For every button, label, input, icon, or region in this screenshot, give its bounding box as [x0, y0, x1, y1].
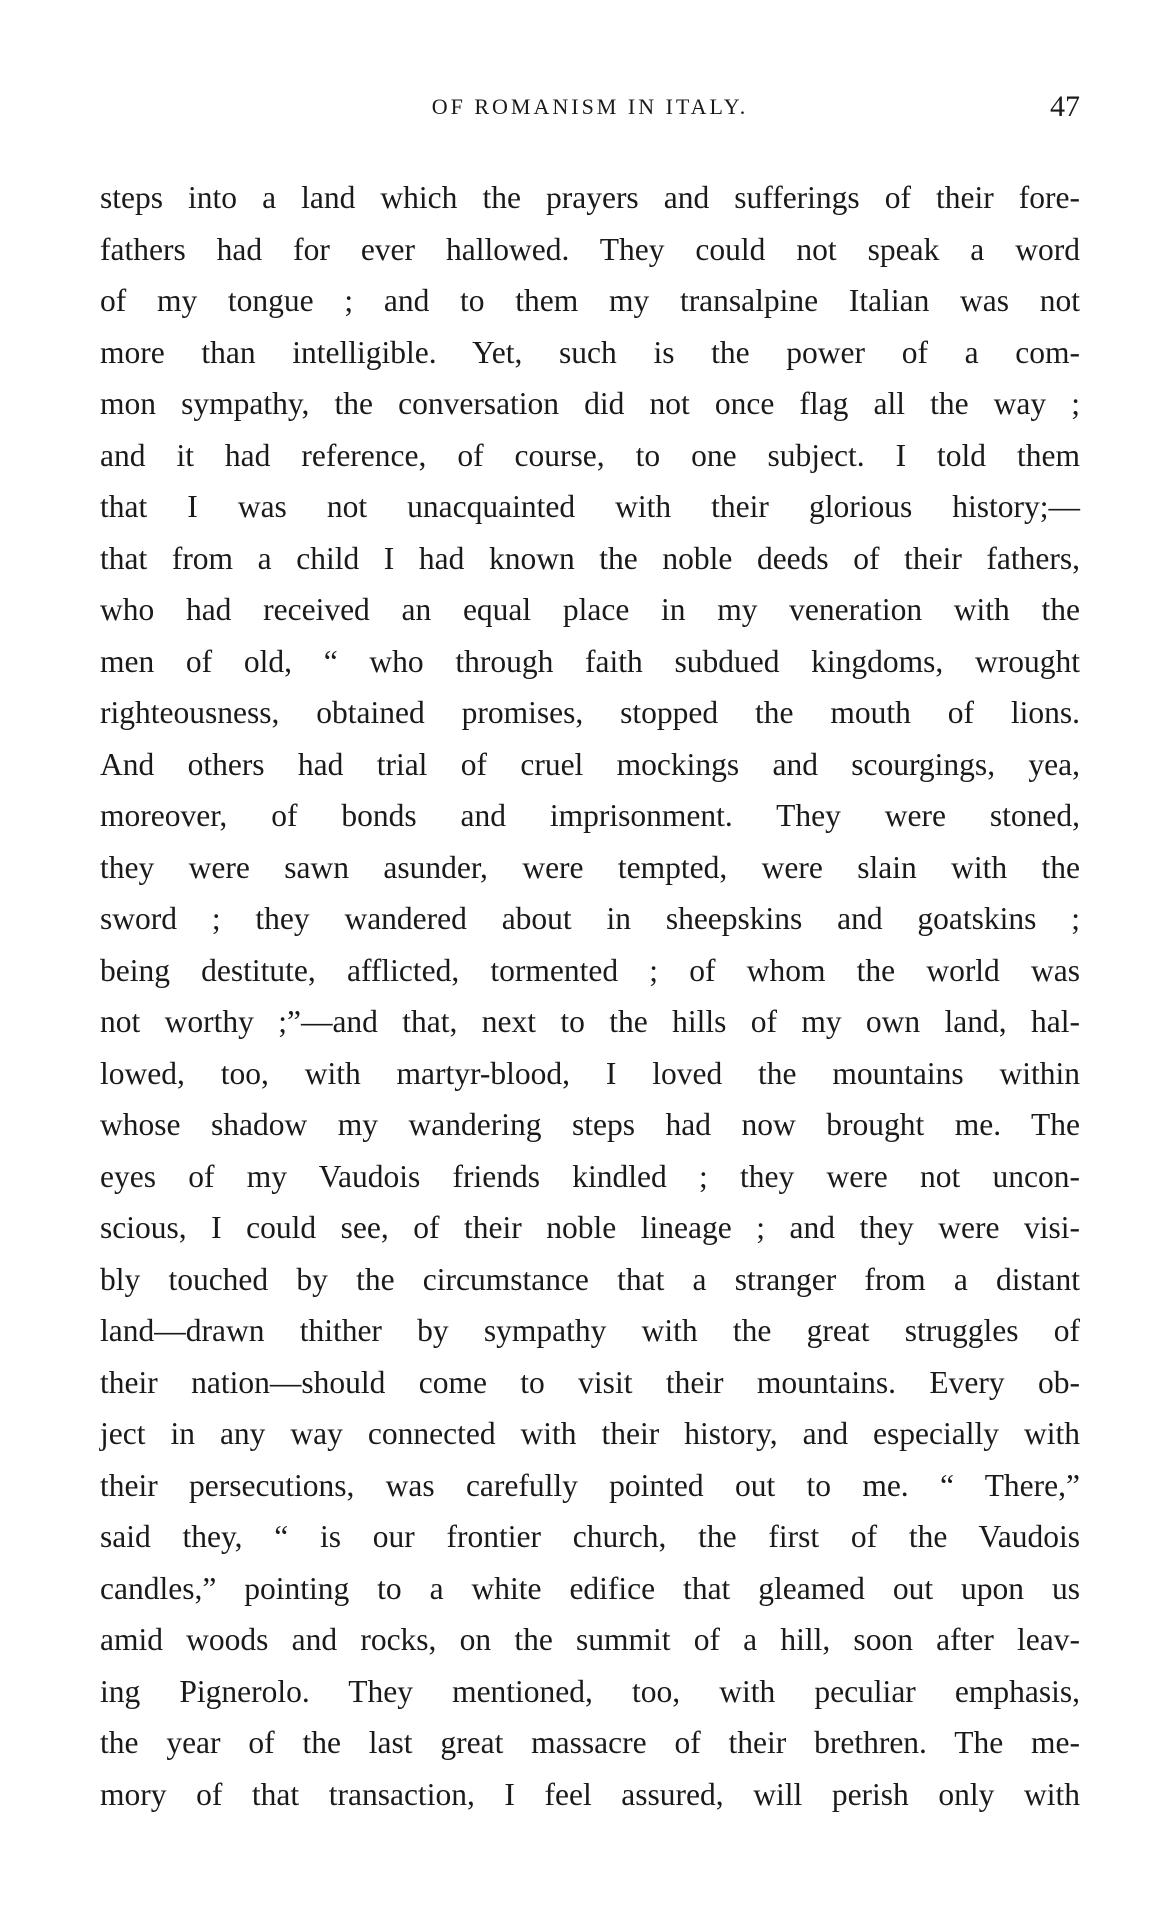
text-line: mon sympathy, the conversation did not once flag all the way ;: [100, 386, 1080, 421]
text-line: that I was not unacquainted with their glorious history;—: [100, 489, 1080, 524]
page-number: 47: [1050, 90, 1080, 123]
text-line: that from a child I had known the noble deeds of their fathers,: [100, 540, 1080, 576]
text-line: righteousness, obtained promises, stopped the mouth of lions.: [100, 695, 1080, 730]
text-line: ject in any way connected with their history, and especially with: [100, 1416, 1080, 1451]
text-line: who had received an equal place in my veneration with the: [100, 592, 1080, 627]
body-text: [100, 172, 1080, 1820]
text-line: not worthy ;”—and that, next to the hills of my own land, hal-: [100, 1004, 1080, 1039]
text-line: and it had reference, of course, to one subject. I told them: [100, 437, 1080, 473]
text-line: bly touched by the circumstance that a stranger from a distant: [100, 1261, 1080, 1297]
text-line: said they, “ is our frontier church, the first of the Vaudois: [100, 1519, 1080, 1554]
text-line: scious, I could see, of their noble lineage ; and they were visi-: [100, 1210, 1080, 1245]
running-head: [100, 90, 1080, 134]
text-line: moreover, of bonds and imprisonment. They were stoned,: [100, 798, 1080, 833]
text-line: they were sawn asunder, were tempted, were slain with the: [100, 849, 1080, 885]
text-line: their nation—should come to visit their mountains. Every ob-: [100, 1364, 1080, 1400]
text-line: sword ; they wandered about in sheepskins and goatskins ;: [100, 901, 1080, 936]
text-line: their persecutions, was carefully pointed out to me. “ There,”: [100, 1467, 1080, 1503]
text-line: being destitute, afflicted, tormented ; of whom the world was: [100, 952, 1080, 988]
text-line: ing Pignerolo. They mentioned, too, with peculiar emphasis,: [100, 1673, 1080, 1709]
text-line: fathers had for ever hallowed. They could not speak a word: [100, 231, 1080, 267]
text-line: eyes of my Vaudois friends kindled ; they were not uncon-: [100, 1158, 1080, 1194]
text-line: whose shadow my wandering steps had now brought me. The: [100, 1107, 1080, 1142]
text-line: the year of the last great massacre of their brethren. The me-: [100, 1725, 1080, 1760]
text-line: lowed, too, with martyr-blood, I loved the mountains within: [100, 1055, 1080, 1091]
text-line: more than intelligible. Yet, such is the power of a com-: [100, 334, 1080, 370]
text-line: And others had trial of cruel mockings and scourgings, yea,: [100, 746, 1080, 782]
text-line: steps into a land which the prayers and sufferings of their fore-: [100, 180, 1080, 215]
text-line: of my tongue ; and to them my transalpine Italian was not: [100, 283, 1080, 318]
text-line: amid woods and rocks, on the summit of a hill, soon after leav-: [100, 1622, 1080, 1657]
running-title: OF ROMANISM IN ITALY.: [431, 94, 749, 119]
text-line: men of old, “ who through faith subdued kingdoms, wrought: [100, 643, 1080, 679]
text-line: mory of that transaction, I feel assured, will perish only with: [100, 1776, 1080, 1812]
text-line: candles,” pointing to a white edifice that gleamed out upon us: [100, 1570, 1080, 1606]
text-line: land—drawn thither by sympathy with the great struggles of: [100, 1313, 1080, 1348]
